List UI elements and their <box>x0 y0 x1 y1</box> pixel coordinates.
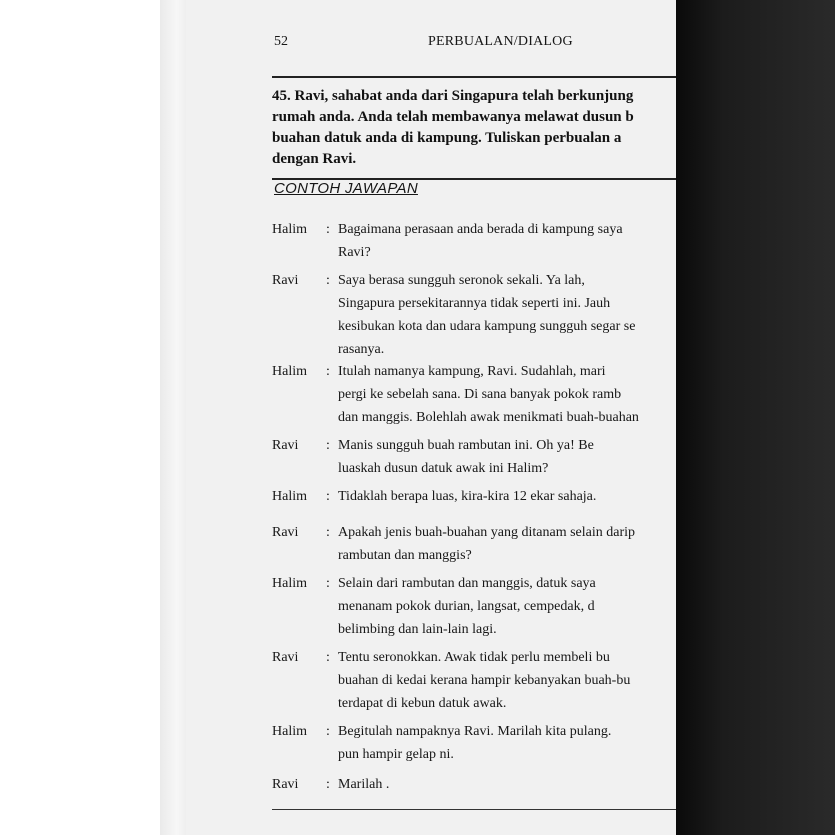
speaker-name: Halim <box>272 489 307 504</box>
speaker-name: Ravi <box>272 525 299 540</box>
speech-line: Begitulah nampaknya Ravi. Marilah kita pulang. <box>338 724 612 739</box>
speaker-colon: : <box>326 273 330 288</box>
speech-line: Selain dari rambutan dan manggis, datuk saya <box>338 576 596 591</box>
speech-text <box>338 773 389 796</box>
speaker-name: Halim <box>272 724 307 739</box>
speaker-colon: : <box>326 489 330 504</box>
speech-line: menanam pokok durian, langsat, cempedak, d <box>338 599 595 614</box>
speech-line: Saya berasa sungguh seronok sekali. Ya lah, <box>338 273 585 288</box>
speaker-colon: : <box>326 525 330 540</box>
speaker-name: Ravi <box>272 777 299 792</box>
question-line: 45. Ravi, sahabat anda dari Singapura telah berkunjung <box>272 88 634 104</box>
speaker-name: Halim <box>272 222 307 237</box>
speaker-colon: : <box>326 438 330 453</box>
book-page <box>186 0 678 835</box>
speech-line: Ravi? <box>338 245 371 260</box>
question-text <box>272 86 678 170</box>
speech-line: Tidaklah berapa luas, kira-kira 12 ekar sahaja. <box>338 489 597 504</box>
speech-line: rambutan dan manggis? <box>338 548 472 563</box>
running-head: PERBUALAN/DIALOG <box>428 34 573 49</box>
speaker-colon: : <box>326 777 330 792</box>
book-binding-shadow <box>676 0 835 835</box>
speech-text <box>338 521 635 567</box>
question-box <box>272 76 678 180</box>
speech-line: dan manggis. Bolehlah awak menikmati buah-buahan <box>338 410 639 425</box>
speech-line: belimbing dan lain-lain lagi. <box>338 622 497 637</box>
speech-text <box>338 218 623 264</box>
speaker-name: Ravi <box>272 650 299 665</box>
speaker-name: Halim <box>272 364 307 379</box>
speaker-name: Ravi <box>272 273 299 288</box>
speaker-colon: : <box>326 222 330 237</box>
speech-line: Apakah jenis buah-buahan yang ditanam selain darip <box>338 525 636 540</box>
question-line: rumah anda. Anda telah membawanya melawat dusun b <box>272 109 634 125</box>
question-line: dengan Ravi. <box>272 151 357 167</box>
speaker-name: Ravi <box>272 438 299 453</box>
bottom-rule <box>272 809 678 810</box>
speech-line: Itulah namanya kampung, Ravi. Sudahlah, mari <box>338 364 606 379</box>
speech-line: Manis sungguh buah rambutan ini. Oh ya! Be <box>338 438 594 453</box>
speech-line: rasanya. <box>338 342 385 357</box>
speech-line: kesibukan kota dan udara kampung sungguh segar se <box>338 319 636 334</box>
speaker-colon: : <box>326 576 330 591</box>
speech-line: Bagaimana perasaan anda berada di kampung saya <box>338 222 623 237</box>
speech-text <box>338 434 594 480</box>
speech-text <box>338 360 639 429</box>
speech-line: luaskah dusun datuk awak ini Halim? <box>338 461 549 476</box>
speech-text <box>338 269 635 361</box>
speech-line: Singapura persekitarannya tidak seperti ini. Jauh <box>338 296 611 311</box>
speech-line: pergi ke sebelah sana. Di sana banyak pokok ramb <box>338 387 622 402</box>
speech-text <box>338 485 596 508</box>
speech-line: terdapat di kebun datuk awak. <box>338 696 507 711</box>
question-line: buahan datuk anda di kampung. Tuliskan perbualan a <box>272 130 622 146</box>
page-number: 52 <box>274 34 288 49</box>
speaker-colon: : <box>326 650 330 665</box>
speaker-colon: : <box>326 364 330 379</box>
speech-text <box>338 720 611 766</box>
speech-line: pun hampir gelap ni. <box>338 747 454 762</box>
speech-text <box>338 646 630 715</box>
speaker-name: Halim <box>272 576 307 591</box>
section-title: CONTOH JAWAPAN <box>274 180 418 197</box>
page-stack-edge <box>160 0 188 835</box>
speech-text <box>338 572 596 641</box>
speech-line: Marilah . <box>338 777 390 792</box>
speech-line: Tentu seronokkan. Awak tidak perlu membeli bu <box>338 650 610 665</box>
speech-line: buahan di kedai kerana hampir kebanyakan buah-bu <box>338 673 631 688</box>
speaker-colon: : <box>326 724 330 739</box>
